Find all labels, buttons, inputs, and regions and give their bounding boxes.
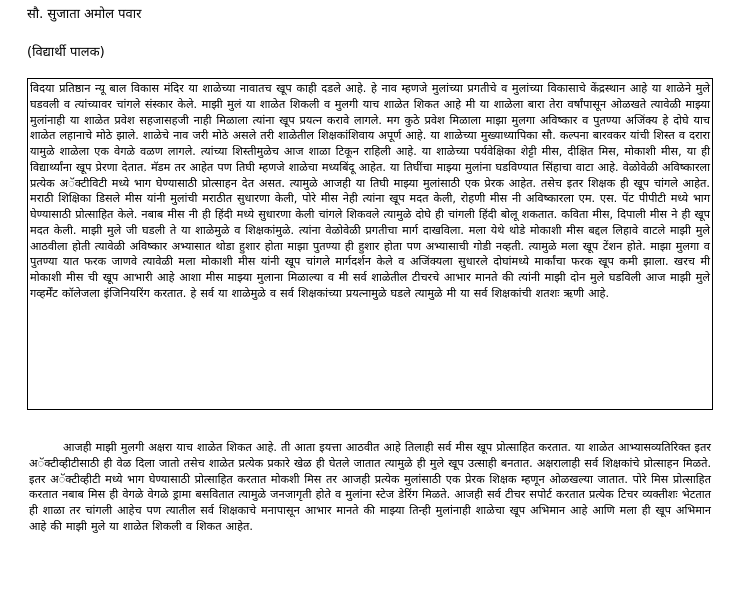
author-role: (विद्यार्थी पालक) <box>27 45 105 60</box>
author-name: सौ. सुजाता अमोल पवार <box>27 7 142 22</box>
testimonial-paragraph-1: विदया प्रतिष्ठान न्यू बाल विकास मंदिर या शाळेच्या नावातच खूप काही दडले आहे. हे नाव म्हणजे मुलांच्या प्रगतीचे व मुलांच्या विकासाचे केंद्रस्थान आहे या शाळेने मुले घडवली व त्यांच्यावर चांगले संस्कार केले. माझी मुलं या शाळेत शिकली व मुलगी याच शाळेत शिकत आहे मी या शाळेला बारा तेरा वर्षांपासून ओळखते त्यावेळी माझ्या मुलांनाही या शाळेत प्रवेश सहजासहजी नाही मिळाला त्यांना खूप प्रयत्न करावे लागले. मग कुठे प्रवेश मिळाला माझा मुलगा अविष्कार व पुतण्या अजिंक्य हे दोघे याच शाळेत लहानाचे मोठे झाले. शाळेचे नाव जरी मोठे असले तरी शाळेतील शिक्षकांशिवाय अपूर्ण आहे. या शाळेच्या मुख्याध्यापिका सौ. कल्पना बारवकर यांची शिस्त व दरारा यामुळे शाळेला एक वेगळे वळण लागले. त्यांच्या शिस्तीमुळेच आज शाळा टिकून राहिली आहे. या शाळेच्या पर्यवेक्षिका शेट्टी मीस, दीक्षित मिस, मोकाशी मीस, या ही विद्यार्थ्यांना खूप प्रेरणा देतात. मॅडम तर आहेत पण तिघी म्हणजे शाळेचा मध्यबिंदू आहेत. या तिघींचा माझ्या मुलांना घडविण्यात सिंहाचा वाटा आहे. वेळोवेळी अविष्कारला प्रत्येक अॅक्टीविटी मध्ये भाग घेण्यासाठी प्रोत्साहन देत असत. त्यामुळे आजही या तिघी माझ्या मुलांसाठी एक प्रेरक आहेत. तसेच इतर शिक्षक ही खूप चांगले आहेत. मराठी शिक्षिका डिसले मीस यांनी मुलांची मराठीत सुधारणा केली, पोरे मीस नेही त्यांना खूप मदत केली, रोहणी मीस नी अविष्कारला एम. एस. पेंट पीपीटी मध्ये भाग घेण्यासाठी प्रोत्साहित केले. नबाब मीस नी ही हिंदी मध्ये सुधारणा केली चांगले शिकवले त्यामुळे दोघे ही चांगली हिंदी बोलू शकतात. कविता मीस, दिपाली मीस ने ही खूप मदत केली. माझी मुले जी घडली ते या शाळेमुळे व शिक्षकांमुळे. त्यांना वेळोवेळी प्रगतीचा मार्ग दाखविला. मला येथे थोडे मोकाशी मीस बद्दल लिहावे वाटले माझी मुले आठवीला होती त्यावेळी अविष्कार अभ्यासात थोडा हुशार होता माझा पुतण्या ही हुशार होता पण अभ्यासाची गोडी नव्हती. त्यामुळे मला खूप टेंशन होते. माझा मुलगा व पुतण्या यात फरक जाणवे त्यावेळी मला मोकाशी मीस यांनी खूप चांगले मार्गदर्शन केले व अजिंक्यला सुधारले दोघांमध्ये मार्कांचा फरक खूप कमी झाला. खरच मी मोकाशी मीस ची खूप आभारी आहे आशा मीस माझ्या मुलाना मिळाल्या व मी सर्व शाळेतील टीचरचे आभार मानते की त्यांनी माझी दोन मुले घडविली आज माझी मुले गव्हर्मेंट कॉलेजला इंजिनियरिंग करतात. हे सर्व या शाळेमुळे व सर्व शिक्षकांच्या प्रयत्नामुळे घडले त्यामुळे मी या सर्व शिक्षकांची शतशः ऋणी आहे. <box>27 78 713 410</box>
testimonial-paragraph-2: आजही माझी मुलगी अक्षरा याच शाळेत शिकत आहे. ती आता इयत्ता आठवीत आहे तिलाही सर्व मीस खूप प्रोत्साहित करतात. या शाळेत आभ्यासव्यतिरिक्त इतर अॅक्टीव्हीटीसाठी ही वेळ दिला जातो तसेच शाळेत प्रत्येक प्रकारे खेळ ही घेतले जातात त्यामुळे ही मुले खूप उत्साही बनतात. अक्षरालाही सर्व शिक्षकांचे प्रोत्साहन मिळते. इतर अॅक्टीव्हीटी मध्ये भाग घेण्यासाठी प्रोत्साहित करतात मोकशी मिस तर आजही प्रत्येक मुलांसाठी एक प्रेरक शिक्षक म्हणून ओळखल्या जातात. पोरे मिस प्रोत्साहित करतात नबाब मिस ही वेगळे वेगळे ड्रामा बसवितात त्यामुळे जनजागृती होते व मुलांना स्टेज डेरिंग मिळते. आजही सर्व टीचर सपोर्ट करतात प्रत्येक टिचर व्यक्तीशः भेटतात ही शाळा तर चांगली आहेच पण त्यातील सर्व शिक्षकाचे मनापासून आभार मानते की माझ्या तिन्ही मुलांनाही शाळेचा खूप अभिमान आहे आणि मला ही खूप अभिमान आहे की माझी मुले या शाळेत शिकली व शिकत आहेत. <box>29 441 711 533</box>
